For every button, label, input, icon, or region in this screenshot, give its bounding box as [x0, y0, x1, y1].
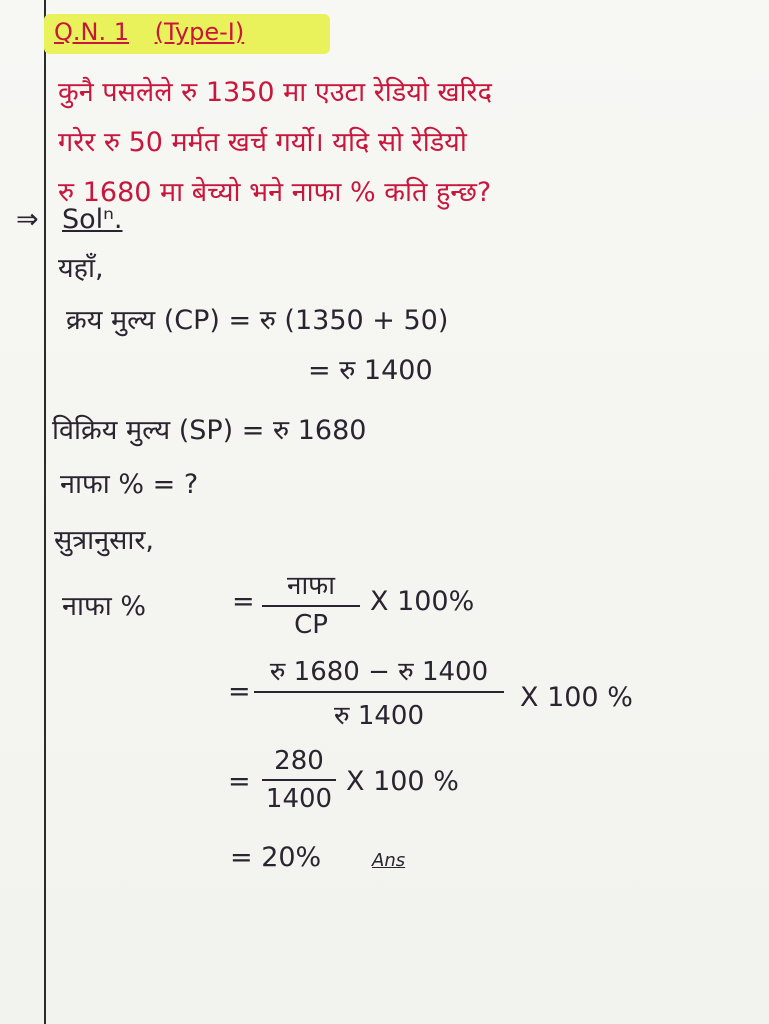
here-label: यहाँ, — [58, 253, 104, 284]
step3-fraction-bar — [262, 779, 336, 781]
solution-arrow: ⇒ — [16, 204, 39, 235]
step2-numerator: रु 1680 − रु 1400 — [269, 657, 489, 687]
profit-percent-label: नाफा % — [62, 591, 147, 622]
step3-numerator: 280 — [274, 746, 324, 776]
question-label — [54, 18, 244, 46]
profit-unknown: नाफा % = ? — [60, 469, 199, 500]
solution-heading: Solⁿ. — [62, 204, 123, 235]
step3-equals: = — [228, 766, 251, 797]
question-number: Q.N. 1 — [54, 18, 129, 46]
step2-multiplier: X 100 % — [520, 682, 633, 713]
step1-multiplier: X 100% — [370, 586, 475, 617]
step1-fraction — [262, 566, 360, 640]
answer-mark: Ans — [372, 850, 406, 871]
step2-fraction — [254, 652, 504, 732]
step3-multiplier: X 100 % — [346, 766, 459, 797]
cp-equation: क्रय मुल्य (CP) = रु (1350 + 50) — [66, 305, 449, 336]
step1-numerator: नाफा — [287, 571, 335, 601]
question-line-1: कुनै पसलेले रु 1350 मा एउटा रेडियो खरिद — [58, 77, 492, 108]
step1-fraction-bar — [262, 605, 360, 607]
question-line-3: रु 1680 मा बेच्यो भने नाफा % कति हुन्छ? — [58, 177, 492, 208]
step1-equals: = — [232, 586, 255, 617]
step2-equals: = — [228, 676, 251, 707]
final-result: = 20% — [230, 842, 322, 873]
step3-fraction — [262, 746, 336, 814]
step2-denominator: रु 1400 — [334, 701, 424, 731]
question-line-2: गरेर रु 50 मर्मत खर्च गर्यो। यदि सो रेडियो — [58, 127, 467, 158]
step3-denominator: 1400 — [265, 784, 333, 814]
margin-line — [44, 0, 46, 1024]
step1-denominator: CP — [294, 610, 328, 640]
step2-fraction-bar — [254, 691, 504, 693]
question-type: (Type-I) — [154, 18, 245, 46]
sp-equation: विक्रिय मुल्य (SP) = रु 1680 — [52, 415, 367, 446]
formula-intro: सुत्रानुसार, — [54, 525, 155, 556]
cp-result: = रु 1400 — [308, 355, 433, 386]
